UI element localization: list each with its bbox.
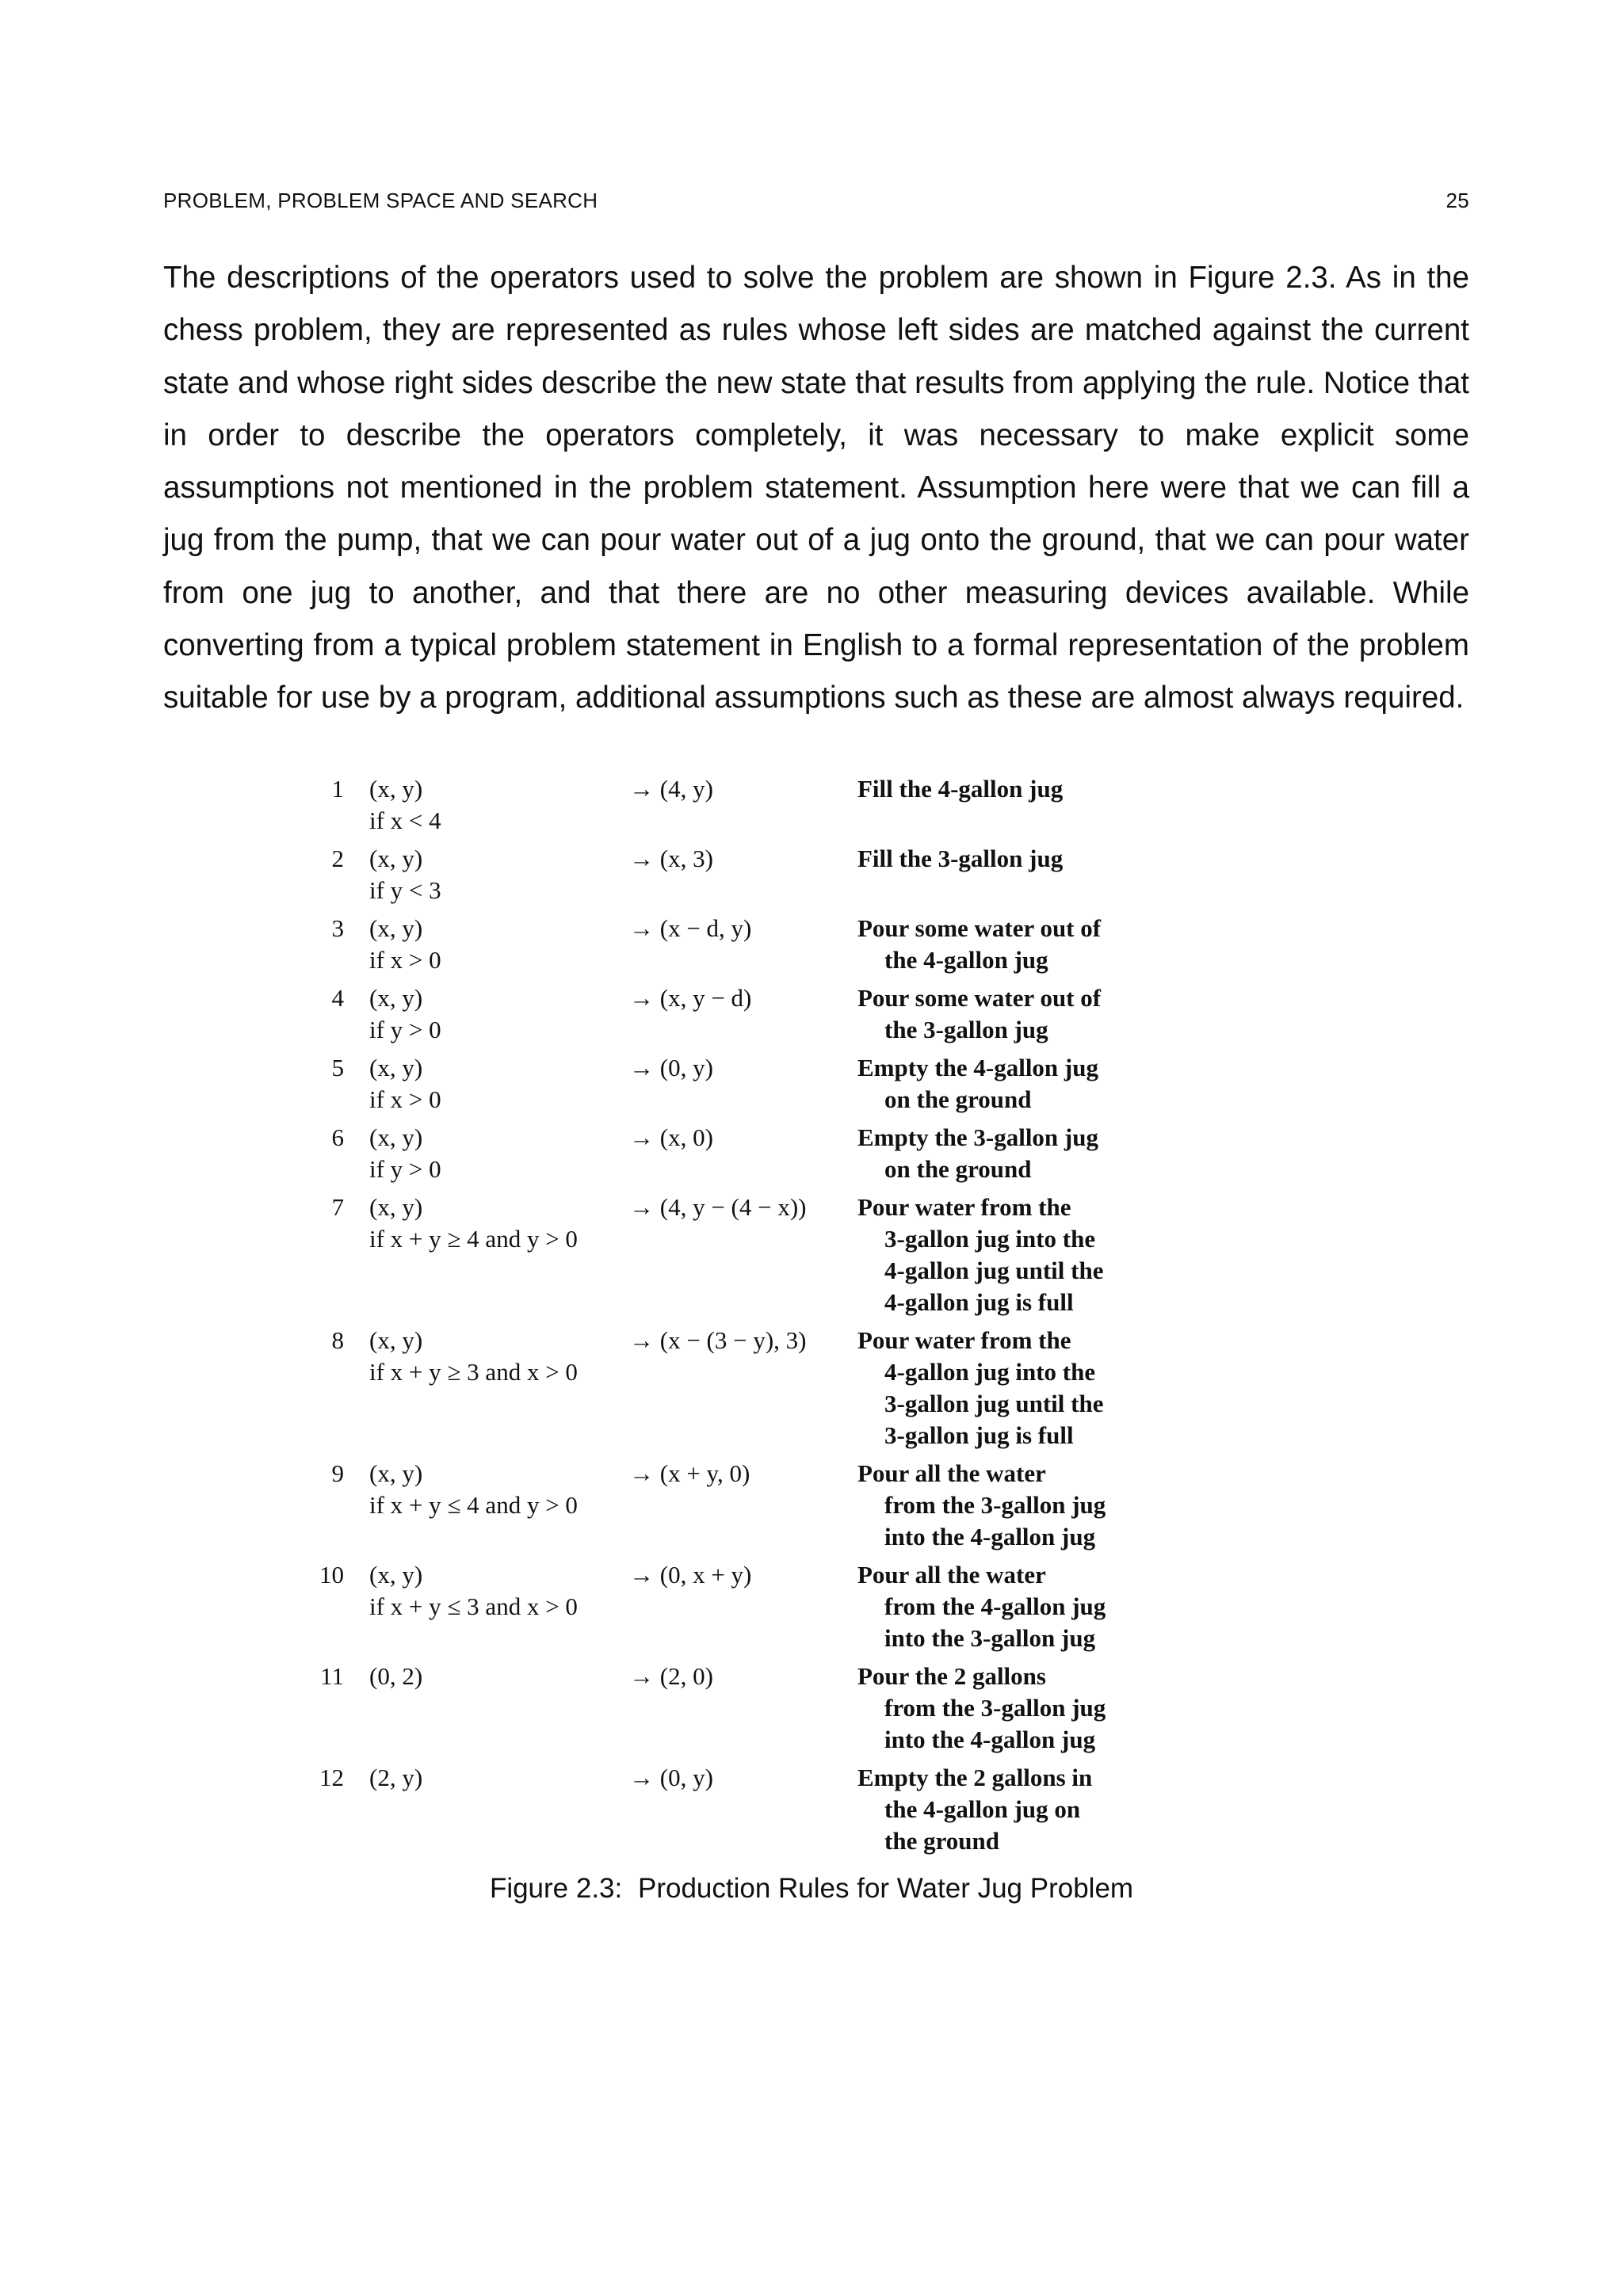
rule-state: (x, y) — [369, 984, 423, 1012]
rule-state: (x, y) — [369, 1123, 423, 1151]
rule-description-line: 3-gallon jug until the — [884, 1390, 1104, 1417]
rule-state: (x, y) — [369, 1193, 423, 1221]
rule-guard: if x < 4 — [369, 807, 441, 834]
rule-condition — [369, 1559, 578, 1623]
rule-number: 10 — [319, 1561, 344, 1589]
rule-result: → (x, 0) — [629, 1123, 713, 1151]
rule-description-line: 3-gallon jug into the — [884, 1225, 1096, 1253]
rule-state: (2, y) — [369, 1764, 423, 1791]
rule-condition — [369, 1122, 441, 1185]
rule-number: 7 — [331, 1193, 344, 1221]
rule-description-line: Pour the 2 gallons — [857, 1662, 1046, 1690]
rule-description — [857, 1052, 1127, 1116]
rule-result: → (x − (3 − y), 3) — [629, 1326, 807, 1354]
figure-label: Figure 2.3: — [489, 1873, 623, 1904]
rule-state: (x, y) — [369, 775, 423, 803]
rule-description-line: into the 4-gallon jug — [884, 1726, 1096, 1753]
rule-description-line: Pour all the water — [857, 1561, 1046, 1589]
rule-description-line: Pour some water out of — [857, 914, 1102, 942]
rule-description — [857, 1325, 1127, 1451]
rule-condition — [369, 982, 441, 1046]
rule-description-line: Pour water from the — [857, 1326, 1071, 1354]
rule-description — [857, 1661, 1127, 1756]
rule-state: (x, y) — [369, 845, 423, 872]
rule-description-line: the 4-gallon jug on — [884, 1795, 1081, 1823]
rule-description-line: Empty the 2 gallons in — [857, 1764, 1093, 1791]
rule-result: → (2, 0) — [629, 1662, 713, 1690]
rule-condition — [369, 913, 441, 976]
rule-state: (0, 2) — [369, 1662, 423, 1690]
rule-result: → (x − d, y) — [629, 914, 752, 942]
rule-condition — [369, 1325, 578, 1388]
rule-description-line: 4-gallon jug into the — [884, 1358, 1096, 1386]
rule-description-line: on the ground — [884, 1085, 1032, 1113]
rule-description — [857, 1192, 1127, 1318]
rule-description — [857, 1458, 1127, 1553]
rule-result: → (0, y) — [629, 1764, 713, 1791]
rule-description-line: into the 4-gallon jug — [884, 1523, 1096, 1550]
rule-number: 5 — [331, 1054, 344, 1081]
rule-result: → (0, y) — [629, 1054, 713, 1081]
rule-guard: if x > 0 — [369, 1085, 441, 1113]
rule-description-line: Pour some water out of — [857, 984, 1102, 1012]
rule-condition — [369, 1458, 578, 1521]
rule-number: 9 — [331, 1459, 344, 1487]
rule-state: (x, y) — [369, 1561, 423, 1589]
rule-description-line: from the 3-gallon jug — [884, 1694, 1106, 1722]
rule-description-line: 3-gallon jug is full — [884, 1421, 1074, 1449]
rule-description — [857, 843, 1127, 875]
rule-description-line: from the 4-gallon jug — [884, 1592, 1106, 1620]
rule-description-line: Pour all the water — [857, 1459, 1046, 1487]
rule-condition — [369, 773, 441, 837]
rule-result: → (0, x + y) — [629, 1561, 752, 1589]
rule-condition — [369, 1192, 578, 1255]
rule-state: (x, y) — [369, 1326, 423, 1354]
rule-description-line: 4-gallon jug until the — [884, 1257, 1104, 1284]
rule-state: (x, y) — [369, 1054, 423, 1081]
rule-description-line: into the 3-gallon jug — [884, 1624, 1096, 1652]
rule-guard: if y < 3 — [369, 876, 441, 904]
running-title: PROBLEM, PROBLEM SPACE AND SEARCH — [163, 189, 598, 212]
rule-number: 12 — [319, 1764, 344, 1791]
rule-guard: if x + y ≥ 3 and x > 0 — [369, 1358, 578, 1386]
rule-number: 4 — [331, 984, 344, 1012]
rule-number: 3 — [331, 914, 344, 942]
rule-description-line: the ground — [884, 1827, 999, 1855]
rule-result: → (x, y − d) — [629, 984, 752, 1012]
rule-result: → (x + y, 0) — [629, 1459, 750, 1487]
rule-number: 6 — [331, 1123, 344, 1151]
body-paragraph: The descriptions of the operators used to solve the problem are shown in Figure 2.3. As in the chess problem, they are represented as rules whose left sides are matched against the current state and whose right sides describe the new state that results from applying the rule. Notice that in order to describe the operators completely, it was necessary to make explicit some assumptions not mentioned in the problem statement. Assumption here were that we can fill a jug from the pump, that we can pour water out of a jug onto the ground, that we can pour water from one jug to another, and that there are no other measuring devices available. While converting from a typical problem statement in English to a formal representation of the problem suitable for use by a program, additional assumptions such as these are almost always required. — [163, 261, 1469, 715]
rule-description-line: the 4-gallon jug — [884, 946, 1048, 974]
rule-guard: if y > 0 — [369, 1016, 441, 1043]
rule-description-line: Empty the 4-gallon jug — [857, 1054, 1098, 1081]
rule-guard: if y > 0 — [369, 1155, 441, 1183]
rule-description-line: on the ground — [884, 1155, 1032, 1183]
page-number: 25 — [1445, 189, 1469, 212]
rule-condition — [369, 1762, 422, 1794]
rule-description-line: Fill the 4-gallon jug — [857, 775, 1064, 803]
rule-number: 8 — [331, 1326, 344, 1354]
rule-description-line: the 3-gallon jug — [884, 1016, 1048, 1043]
figure-caption — [0, 1873, 1623, 1905]
rule-result: → (4, y) — [629, 775, 713, 803]
rule-result: → (4, y − (4 − x)) — [629, 1193, 807, 1221]
rule-description — [857, 1762, 1127, 1857]
rule-number: 1 — [331, 775, 344, 803]
rule-state: (x, y) — [369, 914, 423, 942]
rule-condition — [369, 843, 441, 906]
rule-description-line: Empty the 3-gallon jug — [857, 1123, 1098, 1151]
rule-description-line: Pour water from the — [857, 1193, 1071, 1221]
rule-guard: if x > 0 — [369, 946, 441, 974]
rule-result: → (x, 3) — [629, 845, 713, 872]
rule-guard: if x + y ≥ 4 and y > 0 — [369, 1225, 578, 1253]
rule-condition — [369, 1052, 441, 1116]
rule-description — [857, 1559, 1127, 1654]
running-header — [163, 189, 1469, 213]
rule-description-line: Fill the 3-gallon jug — [857, 845, 1064, 872]
rule-number: 11 — [320, 1662, 344, 1690]
rule-description — [857, 773, 1127, 805]
rule-description-line: from the 3-gallon jug — [884, 1491, 1106, 1519]
rule-guard: if x + y ≤ 3 and x > 0 — [369, 1592, 578, 1620]
rule-description — [857, 913, 1127, 976]
rule-state: (x, y) — [369, 1459, 423, 1487]
rule-number: 2 — [331, 845, 344, 872]
rule-guard: if x + y ≤ 4 and y > 0 — [369, 1491, 578, 1519]
rule-description-line: 4-gallon jug is full — [884, 1288, 1074, 1316]
rule-description — [857, 1122, 1127, 1185]
figure-caption-text: Production Rules for Water Jug Problem — [637, 1873, 1134, 1904]
rule-condition — [369, 1661, 422, 1692]
rule-description — [857, 982, 1127, 1046]
